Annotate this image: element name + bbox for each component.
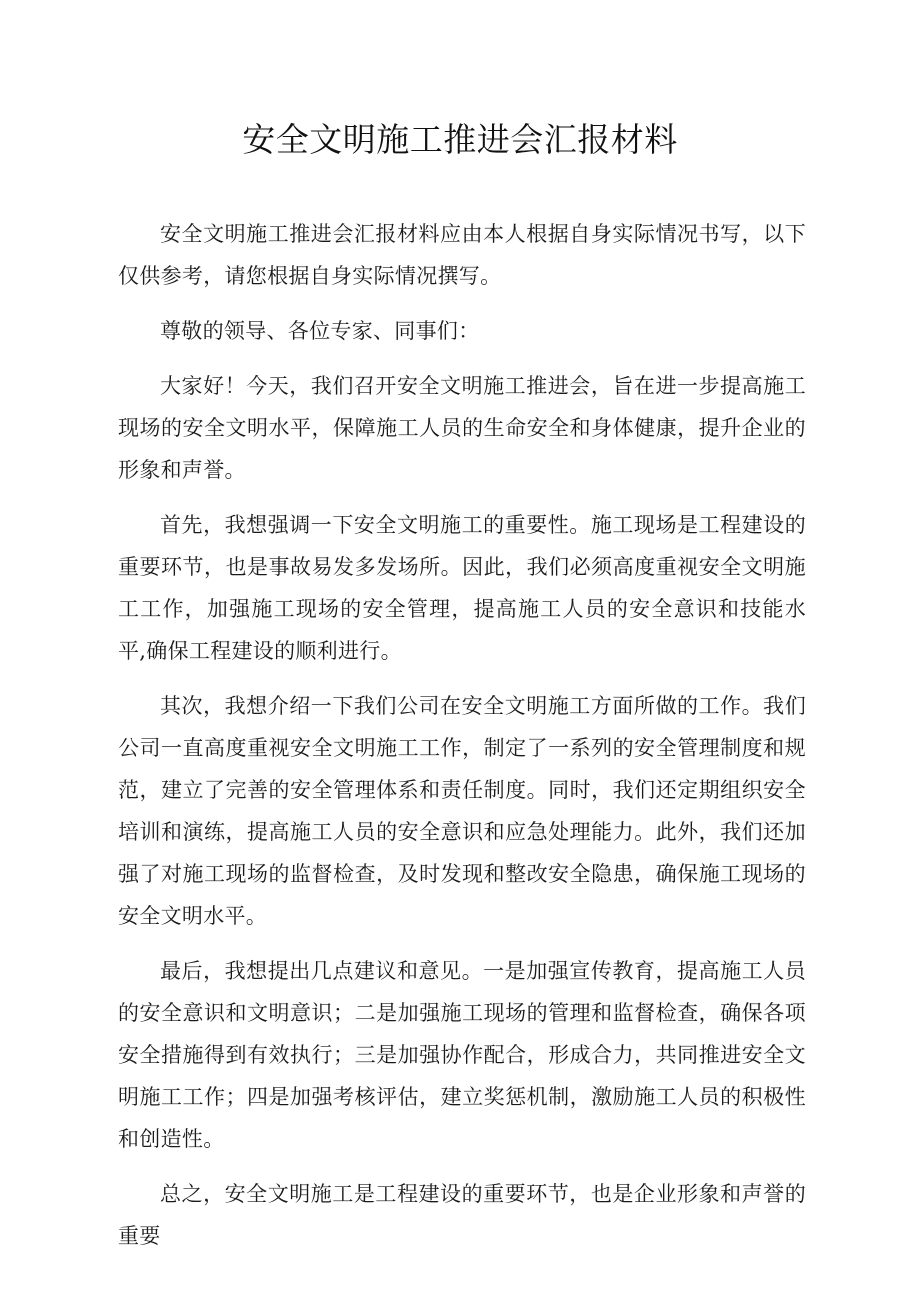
paragraph-salutation: 尊敬的领导、各位专家、同事们：	[160, 319, 480, 343]
paragraph-importance: 首先，我想强调一下安全文明施工的重要性。施工现场是工程建设的重要环节，也是事故易发多发场所。因此，我们必须高度重视安全文明施工工作，加强施工现场的安全管理，提高施工人员的安全意识和技能水平,确保工程建设的顺利进行。	[118, 513, 806, 663]
document-body	[118, 213, 806, 1257]
paragraph-suggestions: 最后，我想提出几点建议和意见。一是加强宣传教育，提高施工人员的安全意识和文明意识；二是加强施工现场的管理和监督检查，确保各项安全措施得到有效执行；三是加强协作配合，形成合力，共同推进安全文明施工工作；四是加强考核评估，建立奖惩机制，激励施工人员的积极性和创造性。	[118, 959, 806, 1151]
paragraph-conclusion: 总之，安全文明施工是工程建设的重要环节，也是企业形象和声誉的重要	[118, 1182, 806, 1248]
document-title: 安全文明施工推进会汇报材料	[242, 120, 678, 159]
paragraph-company-work: 其次，我想介绍一下我们公司在安全文明施工方面所做的工作。我们公司一直高度重视安全文明施工工作，制定了一系列的安全管理制度和规范，建立了完善的安全管理体系和责任制度。同时，我们还定期组织安全培训和演练，提高施工人员的安全意识和应急处理能力。此外，我们还加强了对施工现场的监督检查，及时发现和整改安全隐患，确保施工现场的安全文明水平。	[118, 694, 806, 928]
paragraph-greeting: 大家好！今天，我们召开安全文明施工推进会，旨在进一步提高施工现场的安全文明水平，保障施工人员的生命安全和身体健康，提升企业的形象和声誉。	[118, 374, 806, 482]
paragraph-intro-note: 安全文明施工推进会汇报材料应由本人根据自身实际情况书写，以下仅供参考，请您根据自身实际情况撰写。	[118, 222, 806, 288]
